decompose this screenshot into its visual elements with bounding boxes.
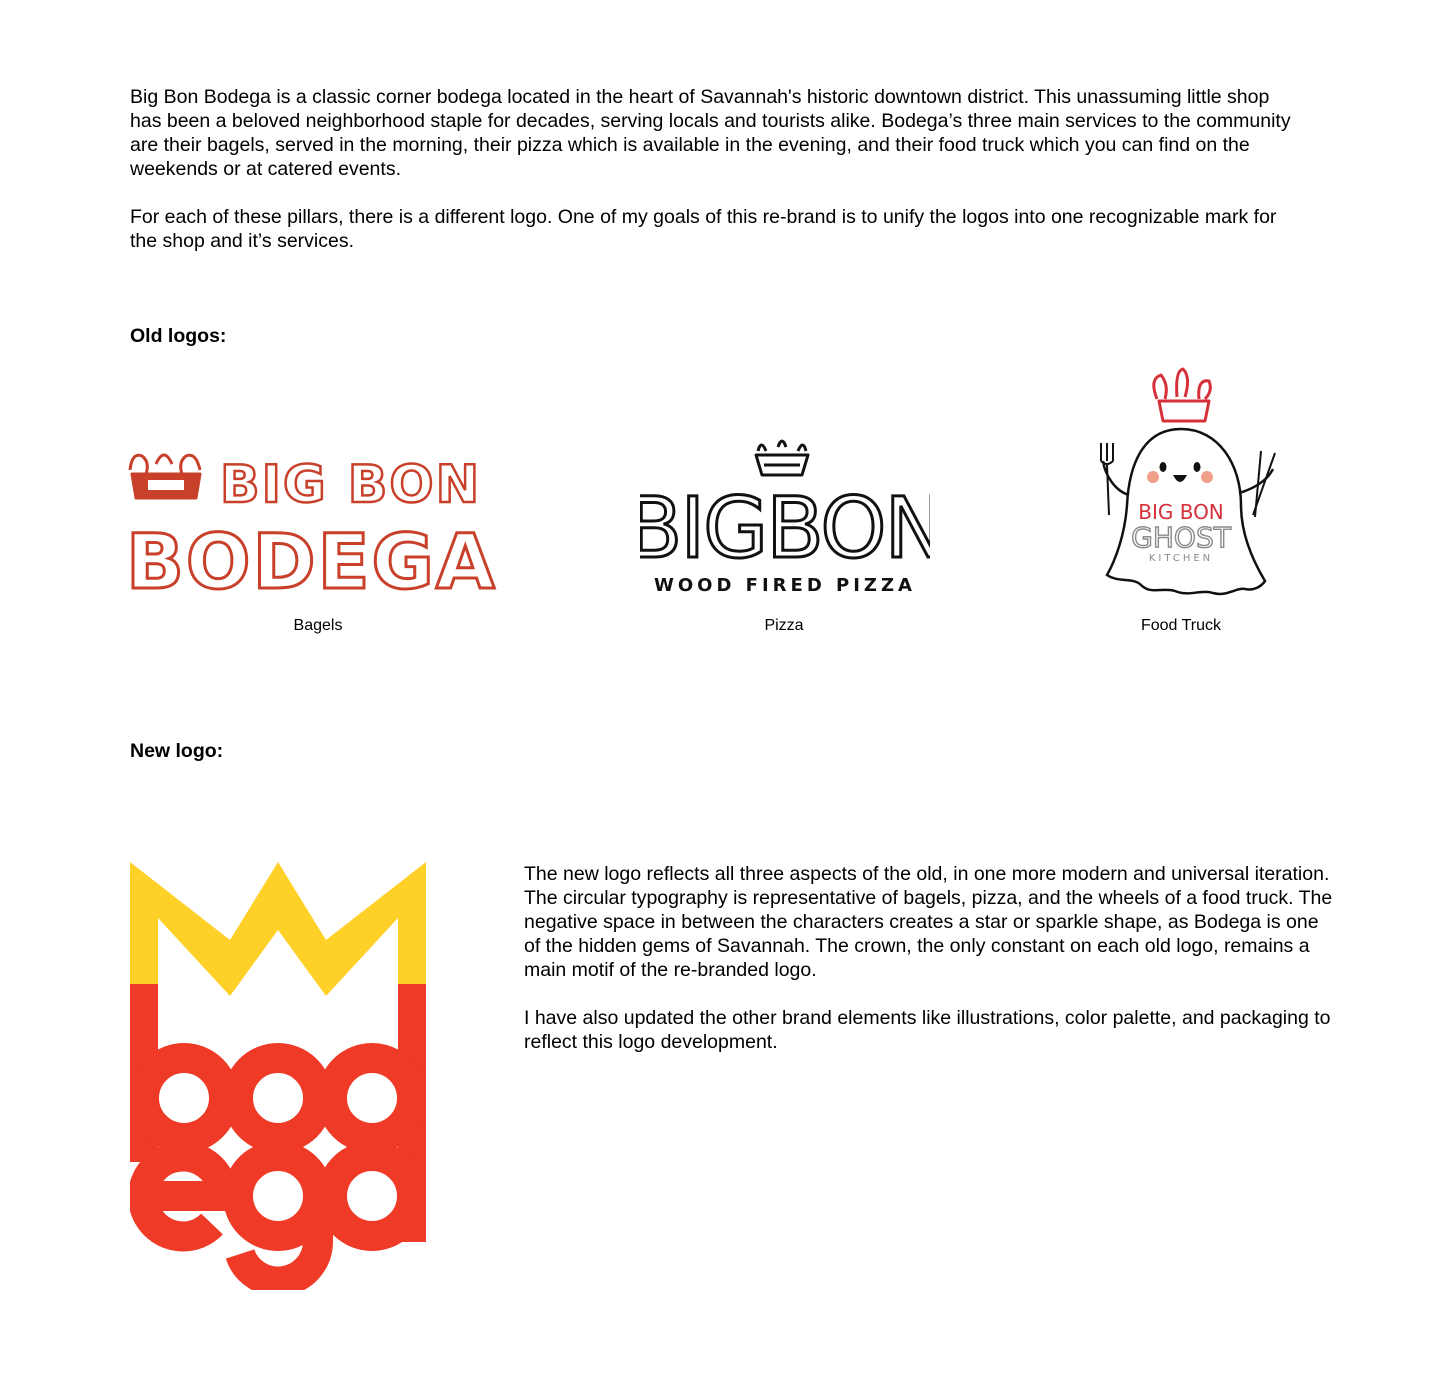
new-logo-description-paragraph-1: The new logo reflects all three aspects of the old, in one more modern and universal iteration. The circular typography is representative of bagels, pizza, and the wheels of a food truck. The negative space in between the characters creates a star or sparkle shape, as Bodega is one of the hidden gems of Savannah. The crown, the only constant on each old logo, remains a main motif of the re-branded logo. xyxy=(524,863,1333,981)
pizza-logo-line1: BIGBON xyxy=(640,479,930,577)
crown-icon xyxy=(1154,369,1211,421)
ghost-eye-left xyxy=(1160,462,1167,472)
food-truck-logo-line1: BIG BON xyxy=(1138,500,1224,524)
ghost-cheek-right xyxy=(1201,471,1213,483)
bodega-letter-d xyxy=(332,1058,412,1138)
crown-icon xyxy=(756,441,808,475)
fork-icon xyxy=(1101,443,1113,515)
chopsticks-icon xyxy=(1253,451,1275,517)
food-truck-logo xyxy=(1085,365,1285,605)
bagels-logo xyxy=(120,440,520,600)
bodega-crown-icon xyxy=(130,862,426,996)
old-logos-heading: Old logos: xyxy=(130,325,227,347)
bodega-logo xyxy=(130,862,426,1290)
bodega-letter-a-stem xyxy=(398,1162,426,1242)
food-truck-caption: Food Truck xyxy=(1140,617,1222,634)
intro-paragraph-2: For each of these pillars, there is a different logo. One of my goals of this re-brand is to unify the logos into one recognizable mark for the shop and it’s services. xyxy=(130,206,1277,252)
food-truck-logo-line3: KITCHEN xyxy=(1148,553,1214,564)
new-logo-heading: New logo: xyxy=(130,740,224,762)
crown-icon xyxy=(130,455,200,498)
bodega-letter-b xyxy=(144,1058,224,1138)
bagels-logo-line1: BIG BON xyxy=(220,455,482,515)
intro-paragraph-1: Big Bon Bodega is a classic corner bodega located in the heart of Savannah's historic downtown district. This unassuming little shop has been a beloved neighborhood staple for decades, serving locals and tourists alike. Bodega’s three main services to the community are their bagels, served in the morning, their pizza which is available in the evening, and their food truck which you can find on the weekends or at catered events. xyxy=(130,86,1291,180)
bodega-letter-o xyxy=(238,1058,318,1138)
pizza-logo xyxy=(640,435,930,600)
bagels-caption: Bagels xyxy=(293,617,343,634)
bagels-logo-line2: BODEGA xyxy=(126,517,497,600)
food-truck-logo-line2: GHOST xyxy=(1131,521,1231,554)
bodega-letter-rings xyxy=(143,1058,412,1282)
pizza-logo-line2: WOOD FIRED PIZZA xyxy=(654,575,916,596)
pizza-caption: Pizza xyxy=(764,617,804,634)
bodega-letter-e xyxy=(143,1156,223,1236)
new-logo-description-paragraph-2: I have also updated the other brand elements like illustrations, color palette, and packaging to reflect this logo development. xyxy=(524,1007,1331,1053)
new-logo-description xyxy=(524,862,1334,1054)
ghost-cheek-left xyxy=(1147,471,1159,483)
ghost-eye-right xyxy=(1194,462,1201,472)
